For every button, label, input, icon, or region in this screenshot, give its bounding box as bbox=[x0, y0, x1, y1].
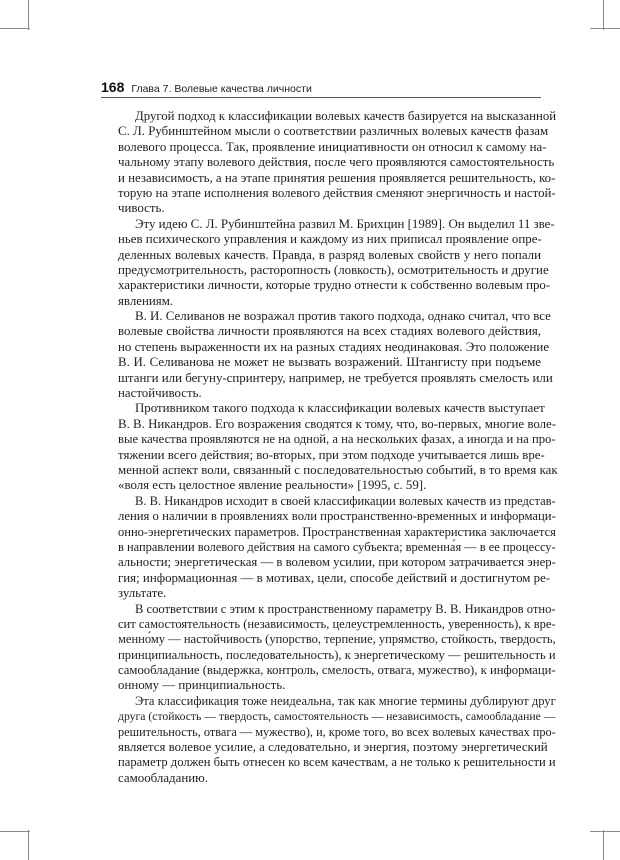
crop-mark-bottom-left-vertical bbox=[28, 830, 29, 860]
text-line: ления о наличии в проявлениях воли пространственно-временных и информаци- bbox=[118, 509, 556, 524]
text-line: вые качества проявляются не на одной, а на нескольких фазах, а иногда и на про- bbox=[118, 432, 556, 447]
paragraph bbox=[101, 401, 558, 493]
text-line: ньев психического управления и каждому из них приписал проявление опре- bbox=[118, 232, 542, 247]
text-line: является волевое усилие, а следовательно, и энергия, поэтому энергетический bbox=[118, 740, 548, 755]
text-line: менно́му — настойчивость (упорство, терпение, упрямство, стойкость, твердость, bbox=[118, 632, 556, 647]
text-line: самообладание (выдержка, контроль, смелость, отвага, мужество), к информаци- bbox=[118, 663, 556, 678]
text-line: и независимость, а на этапе принятия решения проявляется решительность, ко- bbox=[118, 170, 556, 185]
paragraph bbox=[101, 601, 556, 694]
text-line: но степень выраженности их на разных стадиях неодинаковая. Это положение bbox=[118, 339, 550, 354]
paragraph bbox=[101, 216, 555, 309]
text-line: Другой подход к классификации волевых качеств базируется на высказанной bbox=[135, 109, 557, 123]
text-line: самообладанию. bbox=[118, 770, 208, 785]
header-rule bbox=[101, 97, 541, 98]
crop-mark-top-right-vertical bbox=[603, 0, 604, 30]
text-line: С. Л. Рубинштейном мысли о соответствии различных волевых качеств фазам bbox=[118, 124, 549, 139]
text-line: онному — принципиальность. bbox=[118, 678, 286, 693]
page-number: 168 bbox=[101, 79, 125, 95]
text-line: параметр должен быть отнесен ко всем качествам, а не только к решительности и bbox=[118, 755, 556, 770]
text-line: тяжении всего действия; во-вторых, при этом подходе учитывается лишь вре- bbox=[118, 447, 545, 462]
text-line: В. В. Никандров исходит в своей классификации волевых качеств из представ- bbox=[135, 493, 556, 508]
page-header bbox=[101, 79, 541, 97]
paragraph bbox=[101, 309, 553, 401]
crop-mark-top-left-horizontal bbox=[0, 28, 30, 29]
text-line: торую на этапе исполнения волевого действия сменяют энергичность и настой- bbox=[118, 185, 556, 200]
text-line: решительность, отвага — мужество), и, кроме того, во всех волевых качествах про- bbox=[118, 724, 556, 739]
crop-mark-bottom-left-horizontal bbox=[0, 831, 30, 832]
text-line: чальному этапу волевого действия, после чего проявляются самостоятельность bbox=[118, 155, 555, 170]
text-line: Эту идею С. Л. Рубинштейна развил М. Брихцин [1989]. Он выделил 11 зве- bbox=[135, 216, 555, 231]
text-line: менной аспект воли, связанный с последовательностью событий, в то время как bbox=[118, 462, 558, 477]
text-line: Противником такого подхода к классификации волевых качеств выступает bbox=[135, 401, 545, 416]
text-line: зультате. bbox=[118, 586, 167, 601]
text-line: В. И. Селиванова не может не вызвать возражений. Штангисту при подъеме bbox=[118, 355, 541, 370]
text-line: характеристики личности, которые трудно отнести к собственно волевым про- bbox=[118, 278, 551, 293]
text-line: В. В. Никандров. Его возражения сводятся к тому, что, во-первых, многие воле- bbox=[118, 416, 557, 431]
text-line: В. И. Селиванов не возражал против такого подхода, однако считал, что все bbox=[135, 309, 551, 324]
text-line: альности; энергетическая — в волевом усилии, при котором затрачивается энер- bbox=[118, 555, 556, 570]
text-line: гия; информационная — в мотивах, цели, способе действий и достигнутом ре- bbox=[118, 570, 551, 585]
text-line: В соответствии с этим к пространственному параметру В. В. Никандров отно- bbox=[135, 601, 556, 616]
crop-mark-bottom-right-vertical bbox=[603, 830, 604, 860]
text-line: друга (стойкость — твердость, самостоятельность — независимость, самообладание — bbox=[118, 710, 556, 724]
text-line: штанги или бегуну-спринтеру, например, не требуется проявлять смелость или bbox=[118, 370, 553, 385]
text-line: «воля есть целостное явление реальности» [1995, с. 59]. bbox=[118, 478, 427, 493]
text-line: предусмотрительность, расторопность (ловкость), осмотрительность и другие bbox=[118, 262, 549, 277]
text-line: Эта классификация тоже неидеальна, так как многие термины дублируют друг bbox=[135, 693, 556, 708]
paragraph bbox=[101, 109, 557, 217]
text-line: сит самостоятельность (независимость, целеустремленность, уверенность), к вре- bbox=[118, 616, 556, 631]
text-line: чивость. bbox=[118, 201, 165, 216]
crop-mark-bottom-right-horizontal bbox=[590, 831, 620, 832]
running-title: Глава 7. Волевые качества личности bbox=[131, 83, 312, 95]
paragraph bbox=[101, 493, 556, 602]
text-line: принципиальность, последовательность), к энергетическому — решительность и bbox=[118, 647, 556, 662]
text-line: онно-энергетических параметров. Пространственная характеристика заключается bbox=[118, 524, 556, 539]
text-line: деленных волевых качеств. Правда, в разряд волевых свойств у него попали bbox=[118, 247, 541, 262]
text-line: явлениям. bbox=[118, 293, 174, 308]
text-line: настойчивость. bbox=[118, 386, 202, 401]
text-line: волевого процесса. Так, проявление инициативности он относил к самому на- bbox=[118, 139, 547, 154]
text-line: в направлении волевого действия на самого субъекта; временна́я — в ее процессу- bbox=[118, 539, 556, 554]
text-line: волевые свойства личности проявляются на всех стадиях волевого действия, bbox=[118, 324, 541, 339]
body-text bbox=[101, 109, 558, 786]
crop-mark-top-left-vertical bbox=[28, 0, 29, 30]
paragraph bbox=[101, 693, 556, 786]
crop-mark-top-right-horizontal bbox=[590, 28, 620, 29]
